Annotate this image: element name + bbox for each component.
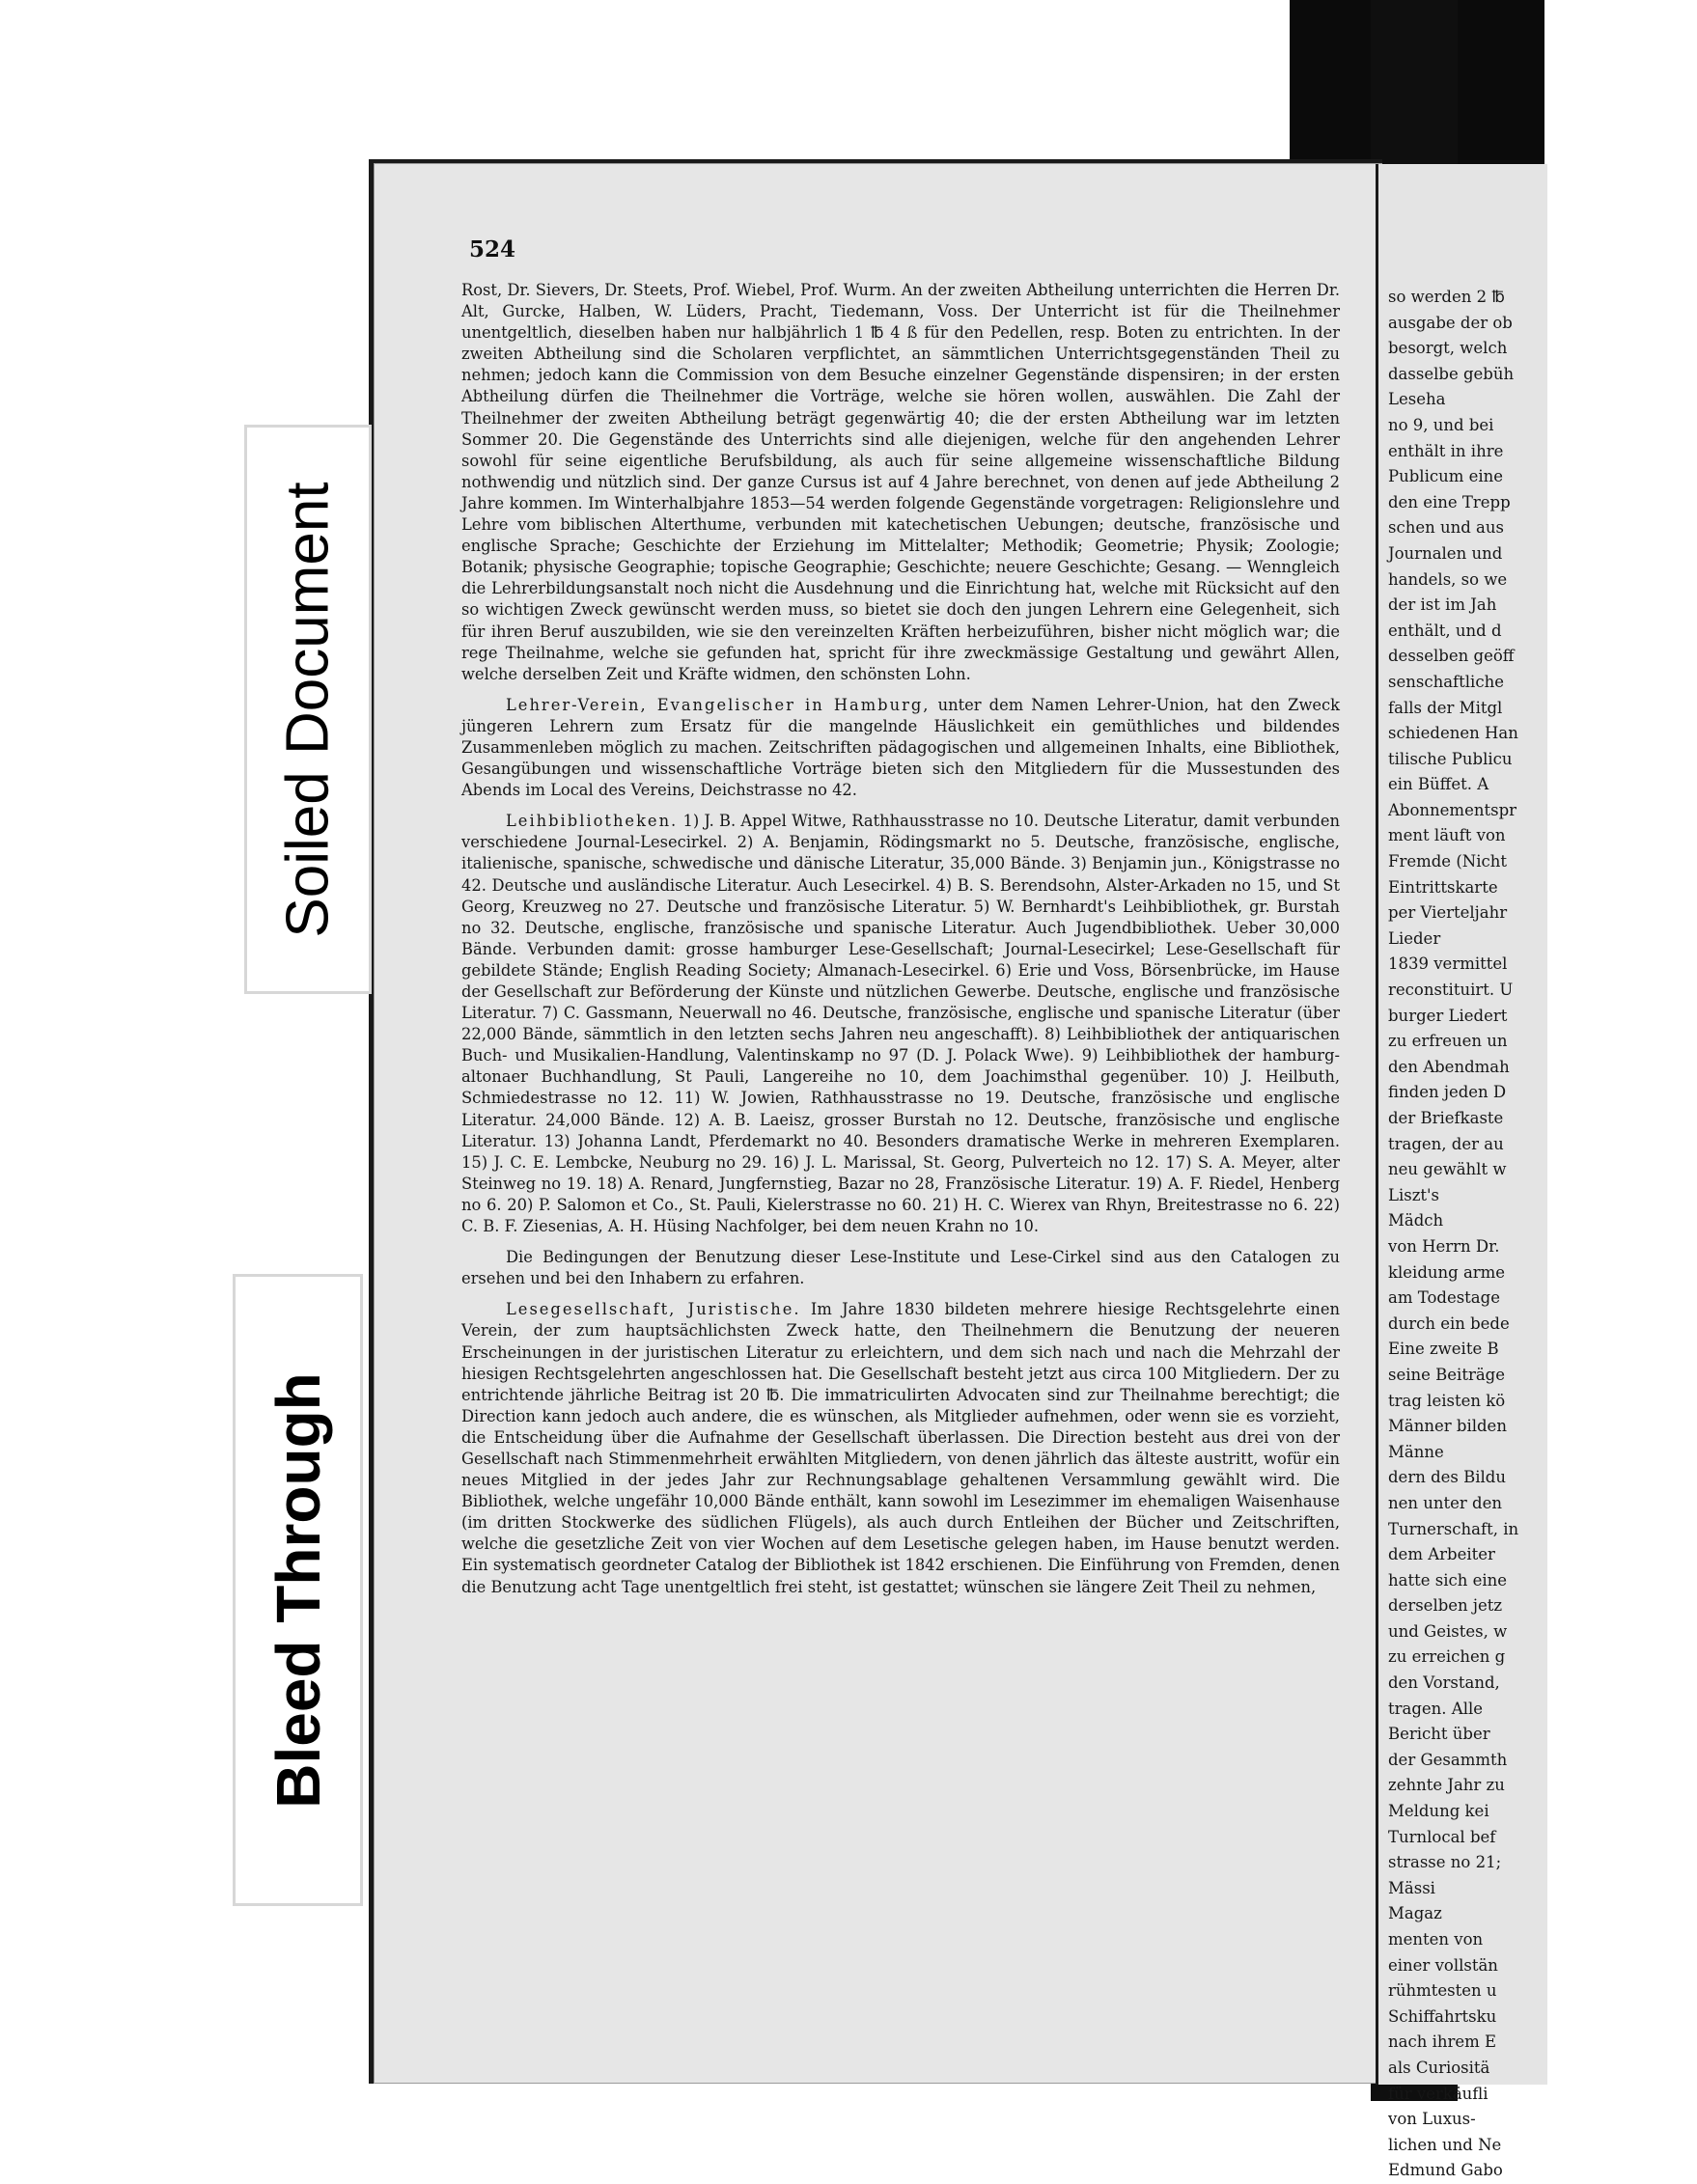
right-page-line: dem Arbeiter bbox=[1388, 1545, 1495, 1564]
paragraph bbox=[461, 280, 1340, 685]
paragraph-text: Die Bedingungen der Benutzung dieser Lese-Institute und Lese-Cirkel sind aus den Catalogen zu ersehen und bei den Inhabern zu erfahren. bbox=[461, 1248, 1340, 1288]
right-page-line: Eine zweite B bbox=[1388, 1340, 1499, 1359]
right-page-line: der Gesammth bbox=[1388, 1750, 1508, 1769]
right-page-line: handels, so we bbox=[1388, 569, 1508, 589]
right-page-line: per Vierteljahr bbox=[1388, 903, 1508, 923]
soiled-document-label bbox=[244, 425, 372, 994]
paragraph-lead: Leihbibliotheken. bbox=[506, 812, 679, 831]
page-number: 524 bbox=[469, 236, 516, 263]
right-page-line: zu erfreuen un bbox=[1388, 1032, 1508, 1051]
right-page-line: ment läuft von bbox=[1388, 826, 1506, 845]
right-page-line: seine Beiträge bbox=[1388, 1365, 1505, 1384]
paragraph bbox=[461, 695, 1340, 801]
right-page-line: desselben geöff bbox=[1388, 647, 1515, 666]
right-page-line: tragen. Alle bbox=[1388, 1699, 1484, 1718]
right-page-line: und Geistes, w bbox=[1388, 1621, 1508, 1641]
right-page-line: burger Liedert bbox=[1388, 1006, 1508, 1025]
right-page-line: den Vorstand, bbox=[1388, 1673, 1500, 1693]
right-page-line: Publicum eine bbox=[1388, 467, 1504, 486]
right-page-line: Leseha bbox=[1388, 390, 1446, 409]
right-page-line: Magaz bbox=[1388, 1904, 1442, 1923]
right-page-line: durch ein bede bbox=[1388, 1313, 1510, 1333]
right-page-line: senschaftliche bbox=[1388, 672, 1504, 691]
right-page-line: der Briefkaste bbox=[1388, 1109, 1504, 1127]
right-page-line: von Luxus- bbox=[1388, 2110, 1476, 2129]
paragraph bbox=[461, 1299, 1340, 1597]
paragraph bbox=[461, 811, 1340, 1237]
right-page-line: zehnte Jahr zu bbox=[1388, 1776, 1505, 1795]
paragraph-text: 1) J. B. Appel Witwe, Rathhausstrasse no 10. Deutsche Literatur, damit verbunden verschiedene Journal-Lesecirkel. 2) A. Benjamin, Rödingsmarkt no 5. Deutsche, französische, englische, italienische, spanische, schwedische und dänische Literatur, 35,000 Bände. 3) Benjamin jun., Königstrasse no 42. Deutsche und ausländische Literatur. Auch Lesecirkel. 4) B. S. Berendsohn, Alster-Arkaden no 15, und St Georg, Kreuzweg no 27. Deutsche und französische Literatur. 5) W. Bernhardt's Leihbibliothek, gr. Burstah no 32. Deutsche, englische, französische und spanische Literatur. Auch Jugendbibliothek. Ueber 30,000 Bände. Verbunden damit: grosse hamburger Lese-Gesellschaft; Journal-Lesecirkel; Lese-Gesellschaft für gebildete Stände; English Reading Society; Almanach-Lesecirkel. 6) Erie und Voss, Börsenbrücke, im Hause der Gesellschaft zur Beförderung der Künste und nützlichen Gewerbe. Deutsche, englische und französische Literatur. 7) C. Gassmann, Neuerwall no 46. Deutsche, französische, englische und spanische Literatur (über 22,000 Bände, sämmtlich in den letzten sechs Jahren neu angeschafft). 8) Leihbibliothek der antiquarischen Buch- und Musikalien-Handlung, Valentinskamp no 97 (D. J. Polack Wwe). 9) Leihbibliothek der hamburg-altonaer Buchhandlung, St Pauli, Langereihe no 10, dem Joachimsthal gegenüber. 10) J. Heilbuth, Schmiedestrasse no 12. 11) W. Jowien, Rathhausstrasse no 19. Deutsche, französische und englische Literatur. 24,000 Bände. 12) A. B. Laeisz, grosser Burstah no 12. Deutsche, französische und englische Literatur. 13) Johanna Landt, Pferdemarkt no 40. Besonders dramatische Werke in mehreren Exemplaren. 15) J. C. E. Lembcke, Neuburg no 29. 16) J. L. Marissal, St. Georg, Pulverteich no 12. 17) S. A. Meyer, alter Steinweg no 19. 18) A. Renard, Jungfernstieg, Bazar no 28, Französische Literatur. 19) A. F. Riedel, Henberg no 6. 20) P. Salomon et Co., St. Pauli, Kielerstrasse no 60. 21) H. C. Wierex van Rhyn, Breitestrasse no 6. 22) C. B. F. Ziesenias, A. H. Hüsing Nachfolger, bei dem neuen Krahn no 10. bbox=[461, 812, 1340, 1236]
right-page-line: reconstituirt. U bbox=[1388, 981, 1514, 1000]
right-page-line: 1839 vermittel bbox=[1388, 954, 1508, 974]
right-page-line: als Curiositä bbox=[1388, 2058, 1490, 2077]
right-page-line: Edmund Gabo bbox=[1388, 2161, 1503, 2180]
right-page-line: am Todestage bbox=[1388, 1288, 1500, 1308]
paragraph bbox=[461, 1247, 1340, 1289]
paragraph-lead: Lehrer-Verein, Evangelischer in Hamburg, bbox=[506, 695, 931, 714]
right-page-line: falls der Mitgl bbox=[1388, 698, 1503, 717]
right-page-line: Mässi bbox=[1388, 1878, 1435, 1897]
right-page-line: der ist im Jah bbox=[1388, 595, 1497, 615]
paragraph-text: Im Jahre 1830 bildeten mehrere hiesige Rechtsgelehrte einen Verein, der zum hauptsächlichsten Zweck hatte, den Theilnehmern die Benutzung der neueren Erscheinungen in der juristischen Literatur zu erleichtern, und dem sich nach und nach die Mehrzahl der hiesigen Rechtsgelehrten angeschlossen hat. Die Gesellschaft besteht jetzt aus circa 100 Mitgliedern. Der zu entrichtende jährliche Beitrag ist 20 ℔. Die immatriculirten Advocaten sind zur Theilnahme berechtigt; die Direction kann jedoch auch andere, die es wünschen, als Mitglieder aufnehmen, oder wenn sie es vorzieht, die Entscheidung über die Aufnahme der Gesellschaft überlassen. Die Direction besteht aus drei von der Gesellschaft nach Stimmenmehrheit erwählten Mitgliedern, von denen jährlich das älteste austritt, wofür ein neues Mitglied in der jedes Jahr zur Rechnungsablage gehaltenen Versammlung gewählt wird. Die Bibliothek, welche ungefähr 10,000 Bände enthält, kann sowohl im Lesezimmer im ehemaligen Waisenhause (im dritten Stockwerke des südlichen Flügels), als auch durch Entleihen der Bücher und Zeitschriften, welche die gesetzliche Zeit von vier Wochen auf dem Lesetische gelegen haben, im Hause benutzt werden. Ein systematisch geordneter Catalog der Bibliothek ist 1842 erschienen. Die Einführung von Fremden, denen die Benutzung acht Tage unentgeltlich frei steht, ist gestattet; wünschen sie längere Zeit Theil zu nehmen, bbox=[461, 1300, 1340, 1596]
right-page-line: menten von bbox=[1388, 1930, 1484, 1949]
right-page-line: Mädch bbox=[1388, 1211, 1444, 1230]
right-page-line: no 9, und bei bbox=[1388, 415, 1494, 434]
right-page-line: so werden 2 ℔ bbox=[1388, 288, 1505, 306]
right-page-line: nach ihrem E bbox=[1388, 2032, 1497, 2052]
right-page-line: hatte sich eine bbox=[1388, 1570, 1508, 1590]
right-page-line: Männer bilden bbox=[1388, 1417, 1507, 1436]
right-page-line: einer vollstän bbox=[1388, 1955, 1498, 1975]
right-page-line: Bericht über bbox=[1388, 1725, 1490, 1744]
soiled-document-label-text: Soiled Document bbox=[274, 481, 342, 938]
right-page-line: Schiffahrtsku bbox=[1388, 2006, 1497, 2026]
page-body bbox=[461, 280, 1340, 1608]
right-page-line: nen unter den bbox=[1388, 1493, 1502, 1512]
right-page-line: trag leisten kö bbox=[1388, 1391, 1506, 1410]
right-page-line: rühmtesten u bbox=[1388, 1981, 1497, 2001]
right-page-line: den Abendmah bbox=[1388, 1057, 1510, 1076]
paragraph-text: unter dem Namen Lehrer-Union, hat den Zweck jüngeren Lehrern zum Ersatz für die mangelnde Häuslichkeit ein gemüthliches und bildendes Zusammenleben möglich zu machen. Zeitschriften pädagogischen und allgemeinen Inhalts, eine Bibliothek, Gesangübungen und wissenschaftliche Vorträge bieten sich den Mitgliedern für die Mussestunden des Abends im Local des Vereins, Deichstrasse no 42. bbox=[461, 695, 1340, 800]
right-page-line: Journalen und bbox=[1388, 543, 1503, 563]
right-page-line: besorgt, welch bbox=[1388, 339, 1508, 358]
paragraph-text: Rost, Dr. Sievers, Dr. Steets, Prof. Wiebel, Prof. Wurm. An der zweiten Abtheilung unterrichten die Herren Dr. Alt, Gurcke, Halben, W. Lüders, Pracht, Tiedemann, Voss. Der Unterricht ist für die Theilnehmer unentgeltlich, dieselben haben nur halbjährlich 1 ℔ 4 ß für den Pedellen, resp. Boten zu entrichten. In der zweiten Abtheilung sind die Scholaren verpflichtet, an sämmtlichen Unterrichtsgegenständen Theil zu nehmen; jedoch kann die Commission von dem Besuche einzelner Gegenstände dispensiren; in der ersten Abtheilung dürfen die Theilnehmer die Vorträge, welche sie hören wollen, auswählen. Die Zahl der Theilnehmer der zweiten Abtheilung beträgt gegenwärtig 40; die der ersten Abtheilung war im letzten Sommer 20. Die Gegenstände des Unterrichts sind alle diejenigen, welche für den angehenden Lehrer sowohl für seine eigentliche Berufsbildung, als auch für seine allgemeine wissenschaftliche Bildung nothwendig und nützlich sind. Der ganze Cursus ist auf 4 Jahre berechnet, von denen auf jede Abtheilung 2 Jahre kommen. Im Winterhalbjahre 1853—54 werden folgende Gegenstände vorgetragen: Religionslehre und Lehre vom biblischen Alterthume, verbunden mit katechetischen Uebungen; deutsche, französische und englische Sprache; Geschichte der Erziehung im Mittelalter; Methodik; Geometrie; Physik; Zoologie; Botanik; physische Geographie; topische Geographie; Geschichte; neuere Geschichte; Gesang. — Wenngleich die Lehrerbildungsanstalt noch nicht die Ausdehnung und die Einrichtung hat, welche mit Rücksicht auf den so wichtigen Zweck gewünscht werden muss, so bietet sie doch den jungen Lehrern eine Gelegenheit, sich für ihren Beruf auszubilden, wie sie den vereinzelten Kräften herbeizuführen, bisher nicht möglich war; die rege Theilnahme, welche sie gefunden hat, spricht für ihre zweckmässige Gestaltung und gewährt Allen, welche derselben Zeit und Kräfte widmen, den schönsten Lohn. bbox=[461, 281, 1340, 683]
right-page-line: Abonnementspr bbox=[1388, 800, 1517, 819]
right-page-line: Turnlocal bef bbox=[1388, 1827, 1496, 1846]
right-page-line: Liszt's bbox=[1388, 1185, 1440, 1204]
right-page-line: den eine Trepp bbox=[1388, 492, 1511, 511]
right-page-line: strasse no 21; bbox=[1388, 1853, 1502, 1872]
right-page-line: ausgabe der ob bbox=[1388, 313, 1513, 332]
paragraph-lead: Lesegesellschaft, Juristische. bbox=[506, 1300, 801, 1319]
right-page-line: dasselbe gebüh bbox=[1388, 364, 1515, 383]
right-page-line: dern des Bildu bbox=[1388, 1468, 1506, 1487]
bleed-through-label-text: Bleed Through bbox=[263, 1371, 333, 1809]
right-page-line: schiedenen Han bbox=[1388, 724, 1518, 743]
right-page-line: schen und aus bbox=[1388, 518, 1504, 538]
right-page-line: kleidung arme bbox=[1388, 1262, 1506, 1282]
right-page-line: für verkäufli bbox=[1388, 2084, 1488, 2103]
right-page-line: Männe bbox=[1388, 1442, 1444, 1461]
right-page-line: Eintrittskarte bbox=[1388, 877, 1498, 897]
right-page bbox=[1376, 164, 1547, 2180]
right-page-line: enthält, und d bbox=[1388, 621, 1502, 640]
right-page-line: finden jeden D bbox=[1388, 1083, 1507, 1102]
right-page-line: Meldung kei bbox=[1388, 1802, 1489, 1821]
right-page-line: zu erreichen g bbox=[1388, 1647, 1506, 1667]
right-page-line: Lieder bbox=[1388, 928, 1441, 948]
right-page-line: enthält in ihre bbox=[1388, 441, 1504, 460]
right-page-line: tragen, der au bbox=[1388, 1134, 1504, 1153]
right-page-line: ein Büffet. A bbox=[1388, 775, 1489, 794]
right-page-line: Turnerschaft, in bbox=[1388, 1519, 1519, 1538]
right-page-line: lichen und Ne bbox=[1388, 2135, 1502, 2154]
right-page-line: von Herrn Dr. bbox=[1388, 1236, 1500, 1256]
bleed-through-label bbox=[233, 1274, 363, 1906]
right-page-line: Fremde (Nicht bbox=[1388, 852, 1507, 871]
right-page-line: tilische Publicu bbox=[1388, 749, 1513, 768]
right-page-line: neu gewählt w bbox=[1388, 1160, 1507, 1179]
right-page-text bbox=[1388, 285, 1697, 2184]
right-page-line: derselben jetz bbox=[1388, 1596, 1503, 1616]
